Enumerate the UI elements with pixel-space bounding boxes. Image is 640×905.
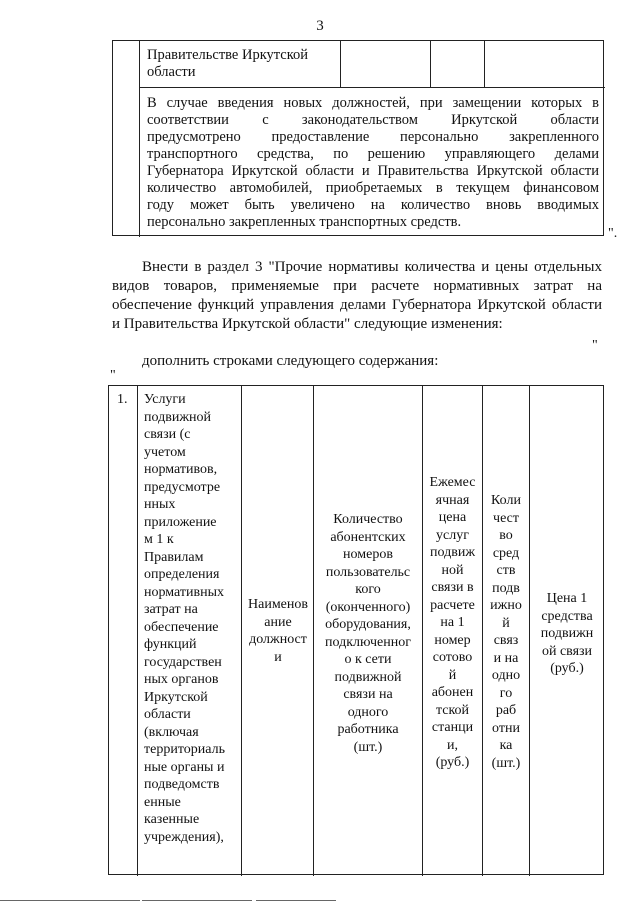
quantity-line: о к сети [344,652,392,667]
quantity-line: подвижной [334,669,402,685]
note-line: персонально закрепленных транспортных средств. [147,214,462,230]
monthly-price-line: на 1 [440,615,465,630]
monthly-price-line: услуг [436,527,469,543]
top-table-name-line: Правительстве Иркутской [147,47,309,63]
devices-line: одно [491,668,521,683]
service-line: территориаль [144,742,225,757]
service-line: обеспечение [144,619,219,635]
device-price-line: средства [541,608,593,624]
monthly-price-header [423,474,482,772]
top-table-closing-quote: ". [608,226,618,241]
quantity-line: номеров [343,547,393,562]
device-price-line: (руб.) [550,661,584,676]
devices-line: во [499,528,513,543]
paragraph-line: и Правительства Иркутской области" следующие изменения: [112,316,503,332]
service-line: ных органов [144,672,219,687]
service-line: м 1 к [144,532,174,547]
device-price-line: подвижн [540,626,594,641]
monthly-price-line: связи в [431,580,474,595]
note-line: транспортного средства, по решению управляющего делами [147,146,599,162]
quantity-line: (шт.) [353,739,383,755]
position-line: и [274,649,282,665]
service-line: подвижной [144,409,211,425]
monthly-price-line: сотово [432,650,473,665]
service-line: подведомств [144,777,220,792]
monthly-price-line: подвиж [430,545,475,560]
devices-line: чест [493,510,519,526]
row-number: 1. [117,392,128,407]
monthly-price-line: абонен [431,685,474,700]
monthly-price-line: и, [447,737,458,753]
quantity-line: (оконченного) [325,599,411,615]
footer-rule [0,900,140,901]
monthly-price-line: тской [435,702,470,718]
top-table [112,40,604,236]
devices-line: ка [499,738,513,753]
device-price-header [530,590,604,678]
devices-line: подв [492,580,520,596]
monthly-price-line: цена [438,510,467,525]
service-line: Иркутской [144,689,208,705]
devices-line: сред [492,545,520,561]
devices-line: ств [496,563,516,578]
top-table-row-name [147,47,337,81]
service-line: ные органы и [144,759,225,775]
devices-line: Коли [491,493,521,508]
monthly-price-line: станци [431,720,474,735]
left-quote: " [110,368,116,383]
service-line: Правилам [144,549,204,565]
service-line: предусмотре [144,479,221,495]
devices-line: отни [492,720,520,736]
add-rows-text: дополнить строками следующего содержания: [142,353,439,369]
monthly-price-line: номер [434,632,471,648]
devices-line: и на [493,650,519,666]
page-number: 3 [316,18,324,34]
note-line: соответствии с законодательством Иркутской области [147,112,599,128]
quantity-line: кого [355,582,381,597]
devices-line: связ [493,633,519,648]
device-price-line: Цена 1 [546,591,588,606]
service-line: нормативов, [144,462,218,477]
devices-line: го [499,685,513,701]
position-line: Наименов [248,597,308,612]
quantity-line: абонентских [330,529,406,545]
right-quote: " [592,338,598,353]
quantity-line: подключенног [325,634,411,650]
service-line: казенные [144,812,200,827]
service-line: енные [144,794,181,810]
position-line: ание [264,614,292,630]
service-line: области [144,707,191,722]
service-line: связи (с [144,427,191,442]
note-line: Губернатора Иркутской области и Правительства Иркутской области [147,163,599,179]
footer-rule [142,900,252,901]
monthly-price-line: ячная [435,492,470,508]
quantity-line: одного [347,704,389,720]
monthly-price-line: й [448,667,457,683]
service-line: Услуги [144,392,186,407]
note-line: количество автомобилей, приобретаемых в текущем финансовом [147,180,599,196]
devices-line: ижно [490,598,522,613]
devices-line: й [502,615,510,631]
service-line: затрат на [144,602,198,617]
footer-rule [256,900,336,901]
paragraph-line: обеспечение функций управления делами Губернатора Иркутской области [112,297,602,313]
monthly-price-line: расчете [430,597,475,613]
devices-line: (шт.) [491,755,521,771]
note-line: году может быть увеличено на количество вновь вводимых [147,197,599,213]
note-line: В случае введения новых должностей, при замещении которых в [147,95,599,111]
service-line: определения [144,567,220,582]
quantity-line: пользовательс [325,564,411,580]
quantity-line: Количество [333,512,403,527]
position-line: должност [249,632,307,647]
paragraph-line: Внести в раздел 3 "Прочие нормативы количества и цены отдельных [142,259,602,275]
quantity-line: работника [337,722,399,737]
monthly-price-line: (руб.) [435,755,470,770]
top-table-note [147,95,599,231]
devices-line: раб [495,703,517,718]
service-line: нормативных [144,584,225,600]
position-name-header [243,596,313,666]
service-description [144,391,240,846]
services-table [108,385,604,875]
quantity-line: оборудования, [325,617,411,632]
amendment-paragraph [112,258,602,334]
quantity-line: связи на [343,687,393,702]
service-line: учреждения), [144,829,224,845]
service-line: нных [144,497,176,512]
devices-count-header [483,492,529,772]
service-line: государствен [144,654,222,670]
service-line: (включая [144,724,199,740]
monthly-price-line: Ежемес [429,475,476,490]
note-line: предусмотрено предоставление персонально закрепленного [147,129,599,145]
service-line: функций [144,637,197,652]
paragraph-line: видов товаров, применяемые при расчете нормативных затрат на [112,278,602,294]
top-table-name-line: области [147,64,196,80]
monthly-price-line: ной [441,562,464,578]
service-line: приложение [144,514,217,530]
service-line: учетом [144,444,186,460]
device-price-line: ой связи [541,643,593,659]
quantity-header [314,511,422,756]
